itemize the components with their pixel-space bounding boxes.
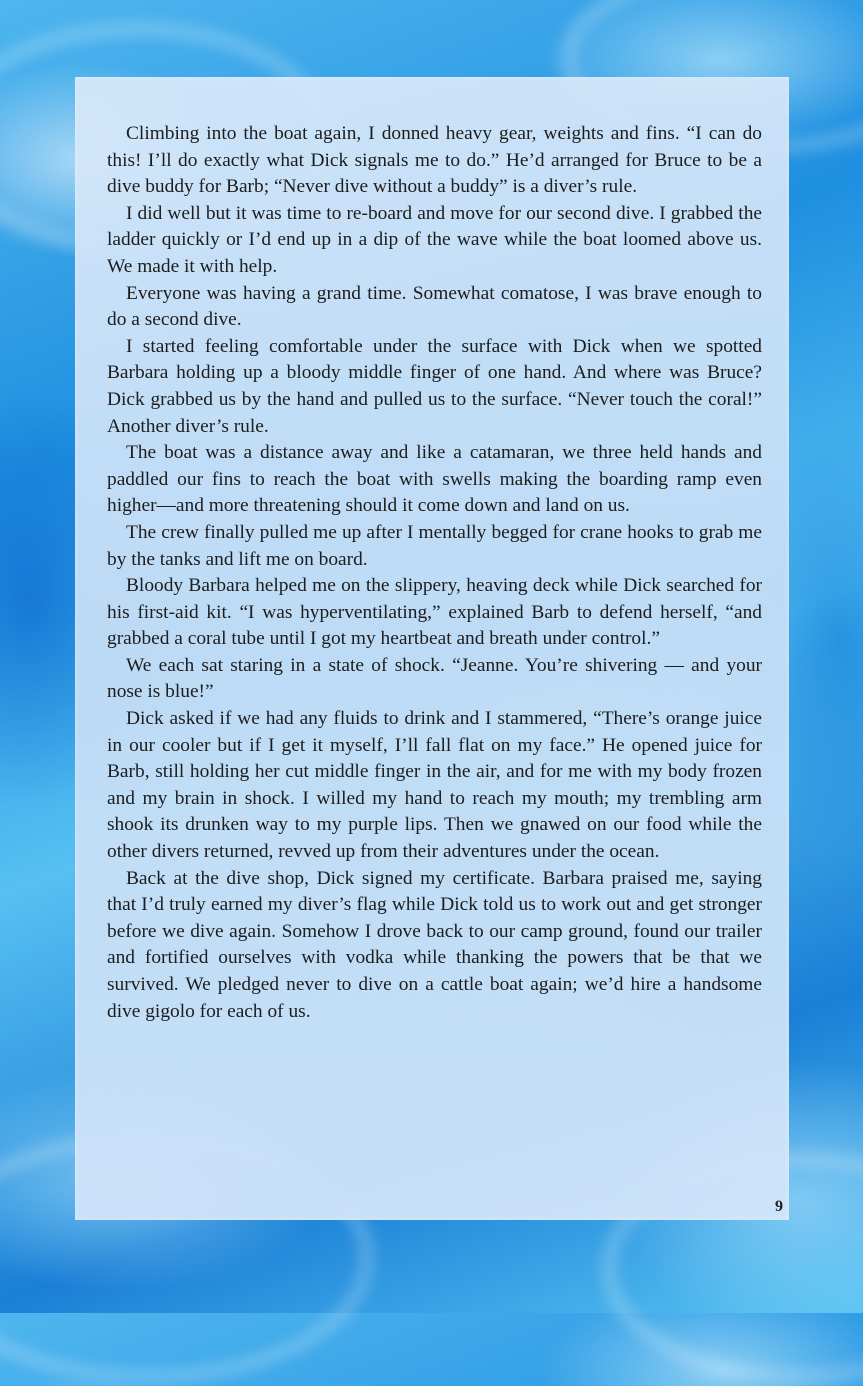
paragraph: I did well but it was time to re-board and move for our second dive. I grabbed the ladder quickly or I’d end up in a dip of the wave while the boat loomed above us. We made it with help. <box>107 202 762 277</box>
paragraph: Back at the dive shop, Dick signed my certificate. Barbara praised me, saying that I’d truly earned my diver’s flag while Dick told us to work out and get stronger before we dive again. Somehow I drove back to our camp ground, found our trailer and fortified ourselves with vodka while thanking the powers that be that we survived. We pledged never to dive on a cattle boat again; we’d hire a handsome dive gigolo for each of us. <box>107 867 762 1022</box>
paragraph: We each sat staring in a state of shock. “Jeanne. You’re shivering — and your nose is blue!” <box>107 654 762 703</box>
text-panel <box>75 77 789 1220</box>
paragraph: Everyone was having a grand time. Somewhat comatose, I was brave enough to do a second dive. <box>107 282 762 331</box>
page-number: 9 <box>775 1198 783 1215</box>
paragraph: Dick asked if we had any fluids to drink and I stammered, “There’s orange juice in our cooler but if I get it myself, I’ll fall flat on my face.” He opened juice for Barb, still holding her cut middle finger in the air, and for me with my body frozen and my brain in shock. I willed my hand to reach my mouth; my trembling arm shook its drunken way to my purple lips. Then we gnawed on our food while the other divers returned, revved up from their adventures under the ocean. <box>107 708 762 863</box>
body-text <box>107 121 762 1025</box>
paragraph: I started feeling comfortable under the surface with Dick when we spotted Barbara holding up a bloody middle finger of one hand. And where was Bruce? Dick grabbed us by the hand and pulled us to the surface. “Never touch the coral!” Another diver’s rule. <box>107 335 762 437</box>
paragraph: Bloody Barbara helped me on the slippery, heaving deck while Dick searched for his first-aid kit. “I was hyperventilating,” explained Barb to defend herself, “and grabbed a coral tube until I got my heartbeat and breath under control.” <box>107 575 762 650</box>
paragraph: The crew finally pulled me up after I mentally begged for crane hooks to grab me by the tanks and lift me on board. <box>107 521 762 570</box>
paragraph: The boat was a distance away and like a catamaran, we three held hands and paddled our fins to reach the boat with swells making the boarding ramp even higher—and more threatening should it come down and land on us. <box>107 442 762 517</box>
paragraph: Climbing into the boat again, I donned heavy gear, weights and fins. “I can do this! I’ll do exactly what Dick signals me to do.” He’d arranged for Bruce to be a dive buddy for Barb; “Never dive without a buddy” is a diver’s rule. <box>107 123 762 198</box>
